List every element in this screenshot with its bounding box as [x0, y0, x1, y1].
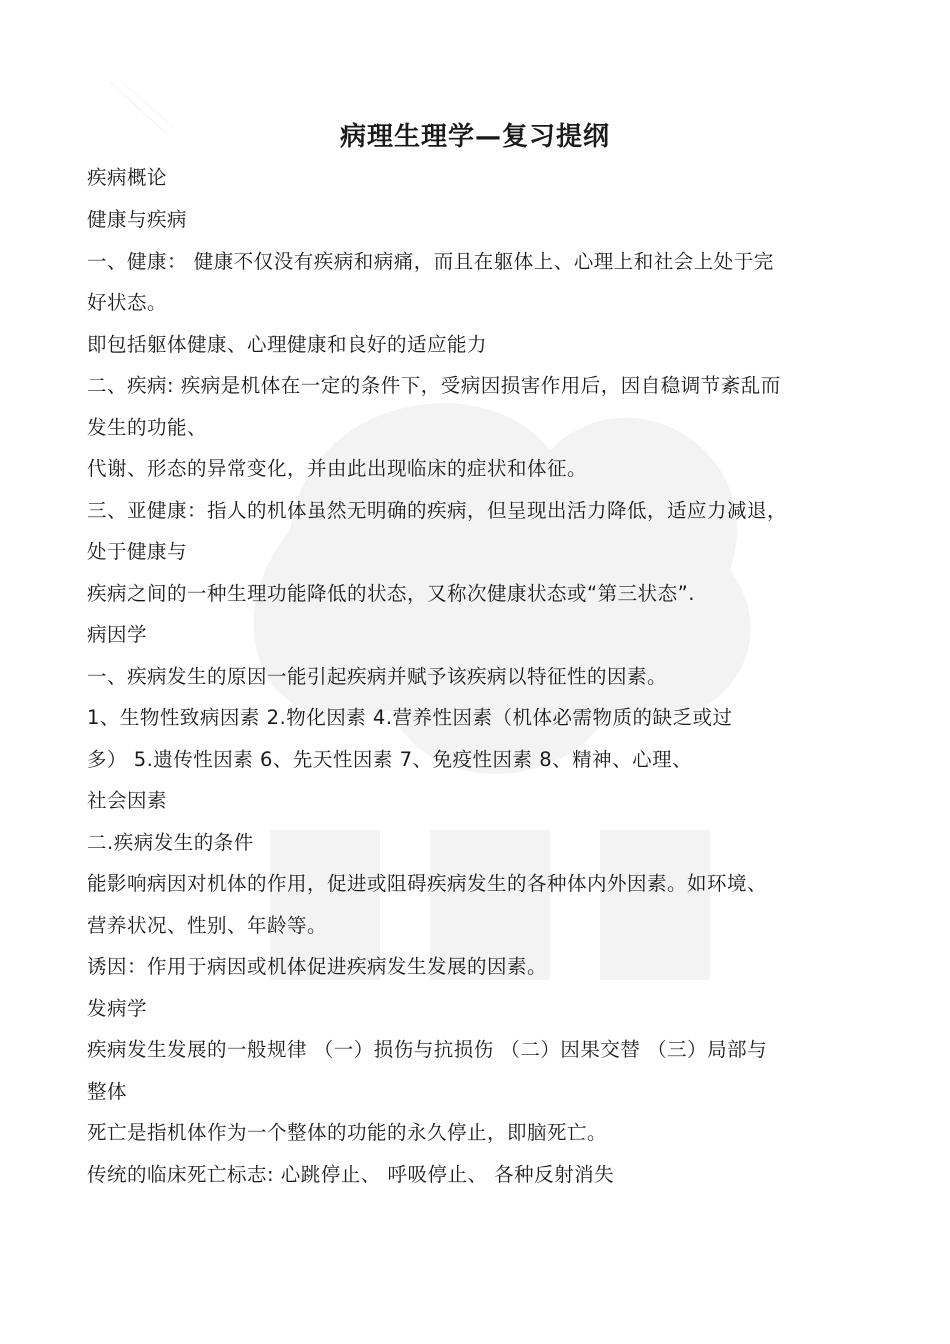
text-line: 整体	[87, 1080, 128, 1103]
text-line: 传统的临床死亡标志: 心跳停止、 呼吸停止、 各种反射消失	[87, 1163, 615, 1186]
text-line: 1、生物性致病因素 2.物化因素 4.营养性因素（机体必需物质的缺乏或过	[87, 706, 733, 729]
text-line: 死亡是指机体作为一个整体的功能的永久停止，即脑死亡。	[87, 1121, 608, 1144]
text-line: 疾病之间的一种生理功能降低的状态，又称次健康状态或“第三状态”.	[87, 582, 695, 605]
text-line: 好状态。	[87, 291, 168, 314]
text-line: 二、疾病: 疾病是机体在一定的条件下，受病因损害作用后，因自稳调节紊乱而	[87, 374, 781, 397]
text-line: 健康与疾病	[87, 208, 188, 231]
text-line: 一、疾病发生的原因一能引起疾病并赋予该疾病以特征性的因素。	[87, 665, 668, 688]
text-line: 诱因：作用于病因或机体促进疾病发生发展的因素。	[87, 955, 548, 978]
text-line: 疾病概论	[87, 166, 168, 189]
page-title: 病理生理学—复习提纲	[339, 122, 610, 152]
text-line: 一、健康： 健康不仅没有疾病和病痛，而且在躯体上、心理上和社会上处于完	[87, 250, 774, 273]
text-line: 二.疾病发生的条件	[87, 831, 254, 854]
text-line: 能影响病因对机体的作用，促进或阻碍疾病发生的各种体内外因素。如环境、	[87, 872, 768, 895]
text-line: 多） 5.遗传性因素 6、先天性因素 7、免疫性因素 8、精神、心理、	[87, 748, 693, 771]
text-line: 发生的功能、	[87, 416, 208, 439]
text-line: 代谢、形态的异常变化，并由此出现临床的症状和体征。	[87, 457, 588, 480]
text-line: 处于健康与	[87, 540, 188, 563]
text-line: 疾病发生发展的一般规律 （一）损伤与抗损伤 （二）因果交替 （三）局部与	[87, 1038, 768, 1061]
text-line: 发病学	[87, 997, 148, 1020]
text-line: 营养状况、性别、年龄等。	[87, 914, 328, 937]
text-line: 即包括躯体健康、心理健康和良好的适应能力	[87, 333, 488, 356]
text-line: 三、亚健康：指人的机体虽然无明确的疾病，但呈现出活力降低，适应力减退，	[87, 499, 788, 522]
text-line: 社会因素	[87, 789, 168, 812]
text-line: 病因学	[87, 623, 148, 646]
